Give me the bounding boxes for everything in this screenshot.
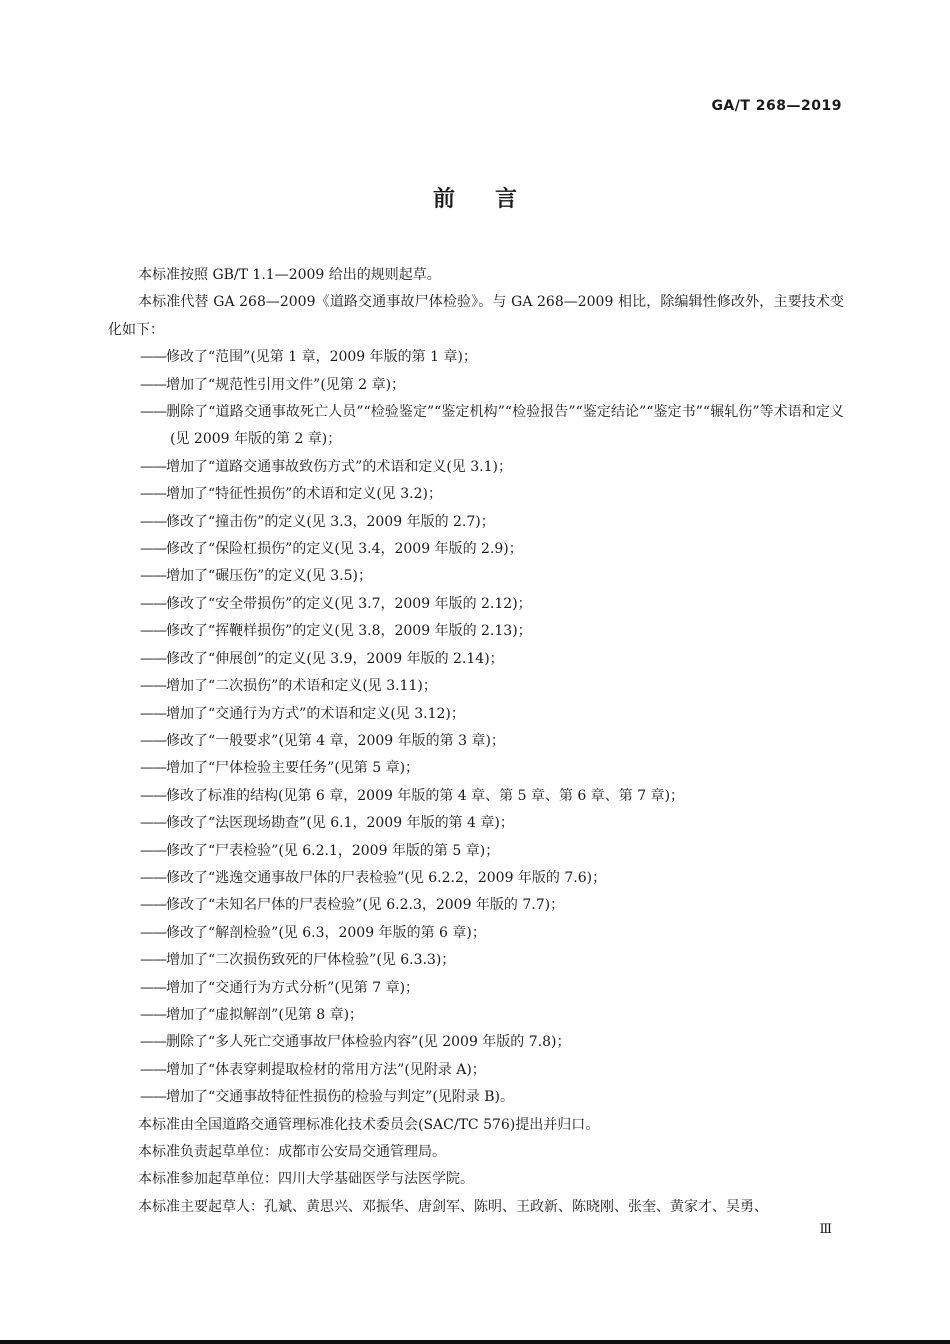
title-char-1: 前 <box>432 187 455 212</box>
list-item-text: 修改了“未知名尸体的尸表检验”(见 6.2.3，2009 年版的 7.7)； <box>166 897 565 914</box>
bottom-border <box>0 1340 950 1344</box>
em-dash: —— <box>140 376 166 393</box>
list-item-text: 增加了“虚拟解剖”(见第 8 章)； <box>166 1006 364 1023</box>
list-item-text: 增加了“特征性损伤”的术语和定义(见 3.2)； <box>166 486 442 503</box>
list-item <box>108 975 844 1002</box>
em-dash: —— <box>140 1089 166 1106</box>
list-item <box>108 399 844 454</box>
list-item-text: 增加了“交通行为方式分析”(见第 7 章)； <box>166 979 420 996</box>
em-dash: —— <box>140 705 166 722</box>
em-dash: —— <box>140 650 166 667</box>
list-item-text: 修改了“挥鞭样损伤”的定义(见 3.8，2009 年版的 2.13)； <box>166 623 532 640</box>
list-item <box>108 1084 844 1111</box>
em-dash: —— <box>140 349 166 366</box>
list-item-text: 增加了“二次损伤致死的尸体检验”(见 6.3.3)； <box>166 952 456 969</box>
list-item-text: 增加了“尸体检验主要任务”(见第 5 章)； <box>166 760 420 777</box>
list-item-text: 增加了“体表穿刺提取检材的常用方法”(见附录 A)； <box>166 1061 486 1078</box>
list-item <box>108 481 844 508</box>
list-item-text: 增加了“交通行为方式”的术语和定义(见 3.12)； <box>166 705 465 722</box>
list-item-text: 修改了“尸表检验”(见 6.2.1，2009 年版的第 5 章)； <box>166 842 500 859</box>
em-dash: —— <box>140 595 166 612</box>
list-item-text: 增加了“交通事故特征性损伤的检验与判定”(见附录 B)。 <box>166 1089 514 1106</box>
em-dash: —— <box>140 1061 166 1078</box>
list-item-text: 修改了“伸展创”的定义(见 3.9，2009 年版的 2.14)； <box>166 650 504 667</box>
list-item <box>108 728 844 755</box>
em-dash: —— <box>140 897 166 914</box>
paragraph: 本标准主要起草人：孔斌、黄思兴、邓振华、唐剑军、陈明、王政新、陈晓刚、张奎、黄家才、吴勇、 <box>138 1198 768 1215</box>
list-item-text: 修改了“撞击伤”的定义(见 3.3，2009 年版的 2.7)； <box>166 513 495 530</box>
em-dash: —— <box>140 623 166 640</box>
em-dash: —— <box>140 1006 166 1023</box>
list-item-text: 修改了“一般要求”(见第 4 章，2009 年版的第 3 章)； <box>166 732 505 749</box>
em-dash: —— <box>140 869 166 886</box>
list-item <box>108 920 844 947</box>
document-code: GA/T 268—2019 <box>711 98 842 114</box>
paragraph: 本标准代替 GA 268—2009《道路交通事故尸体检验》。与 GA 268—2009 相比，除编辑性修改外，主要技术变化如下： <box>108 294 844 338</box>
list-item <box>108 1057 844 1084</box>
list-item <box>108 783 844 810</box>
em-dash: —— <box>140 952 166 969</box>
em-dash: —— <box>140 760 166 777</box>
em-dash: —— <box>140 513 166 530</box>
paragraph: 本标准按照 GB/T 1.1—2009 给出的规则起草。 <box>138 267 441 283</box>
list-item-text: 增加了“碾压伤”的定义(见 3.5)； <box>166 568 372 585</box>
em-dash: —— <box>140 568 166 585</box>
list-item <box>108 344 844 371</box>
list-item-text: 修改了标准的结构(见第 6 章，2009 年版的第 4 章、第 5 章、第 6 章、第 7 章)； <box>166 787 685 804</box>
em-dash: —— <box>140 979 166 996</box>
list-item <box>108 673 844 700</box>
list-item <box>108 563 844 590</box>
list-item-text: 删除了“道路交通事故死亡人员”“检验鉴定”“鉴定机构”“检验报告”“鉴定结论”“鉴定书”“辗轧伤”等术语和定义(见 2009 年版的第 2 章)； <box>166 404 844 448</box>
list-item <box>108 372 844 399</box>
list-item-text: 修改了“解剖检验”(见 6.3，2009 年版的第 6 章)； <box>166 924 486 941</box>
em-dash: —— <box>140 842 166 859</box>
em-dash: —— <box>140 458 166 475</box>
list-item-text: 修改了“安全带损伤”的定义(见 3.7，2009 年版的 2.12)； <box>166 595 532 612</box>
paragraph: 本标准负责起草单位：成都市公安局交通管理局。 <box>138 1144 446 1160</box>
em-dash: —— <box>140 1034 166 1051</box>
list-item-text: 修改了“逃逸交通事故尸体的尸表检验”(见 6.2.2，2009 年版的 7.6)； <box>166 869 607 886</box>
list-item <box>108 646 844 673</box>
em-dash: —— <box>140 404 166 421</box>
list-item <box>108 755 844 782</box>
list-item <box>108 1002 844 1029</box>
list-item <box>108 865 844 892</box>
list-item <box>108 701 844 728</box>
list-item <box>108 509 844 536</box>
list-item <box>108 536 844 563</box>
list-item <box>108 892 844 919</box>
em-dash: —— <box>140 815 166 832</box>
list-item <box>108 1029 844 1056</box>
list-item <box>108 947 844 974</box>
list-item-text: 增加了“二次损伤”的术语和定义(见 3.11)； <box>166 678 437 695</box>
em-dash: —— <box>140 486 166 503</box>
list-item-text: 修改了“保险杠损伤”的定义(见 3.4，2009 年版的 2.9)； <box>166 541 523 558</box>
em-dash: —— <box>140 787 166 804</box>
title-char-2: 言 <box>495 187 518 212</box>
list-item <box>108 838 844 865</box>
list-item <box>108 810 844 837</box>
paragraph: 本标准由全国道路交通管理标准化技术委员会(SAC/TC 576)提出并归口。 <box>138 1116 600 1133</box>
list-item-text: 增加了“规范性引用文件”(见第 2 章)； <box>166 376 406 393</box>
list-item <box>108 454 844 481</box>
document-body <box>108 262 844 1221</box>
list-item-text: 增加了“道路交通事故致伤方式”的术语和定义(见 3.1)； <box>166 458 512 475</box>
list-item-text: 修改了“范围”(见第 1 章，2009 年版的第 1 章)； <box>166 349 477 366</box>
em-dash: —— <box>140 678 166 695</box>
list-item-text: 删除了“多人死亡交通事故尸体检验内容”(见 2009 年版的 7.8)； <box>166 1034 571 1051</box>
page-number: Ⅲ <box>819 1222 832 1237</box>
list-item <box>108 591 844 618</box>
em-dash: —— <box>140 924 166 941</box>
change-list <box>108 344 844 1111</box>
list-item-text: 修改了“法医现场勘查”(见 6.1，2009 年版的第 4 章)； <box>166 815 514 832</box>
list-item <box>108 618 844 645</box>
page-title <box>0 182 950 213</box>
em-dash: —— <box>140 732 166 749</box>
em-dash: —— <box>140 541 166 558</box>
paragraph: 本标准参加起草单位：四川大学基础医学与法医学院。 <box>138 1171 474 1188</box>
